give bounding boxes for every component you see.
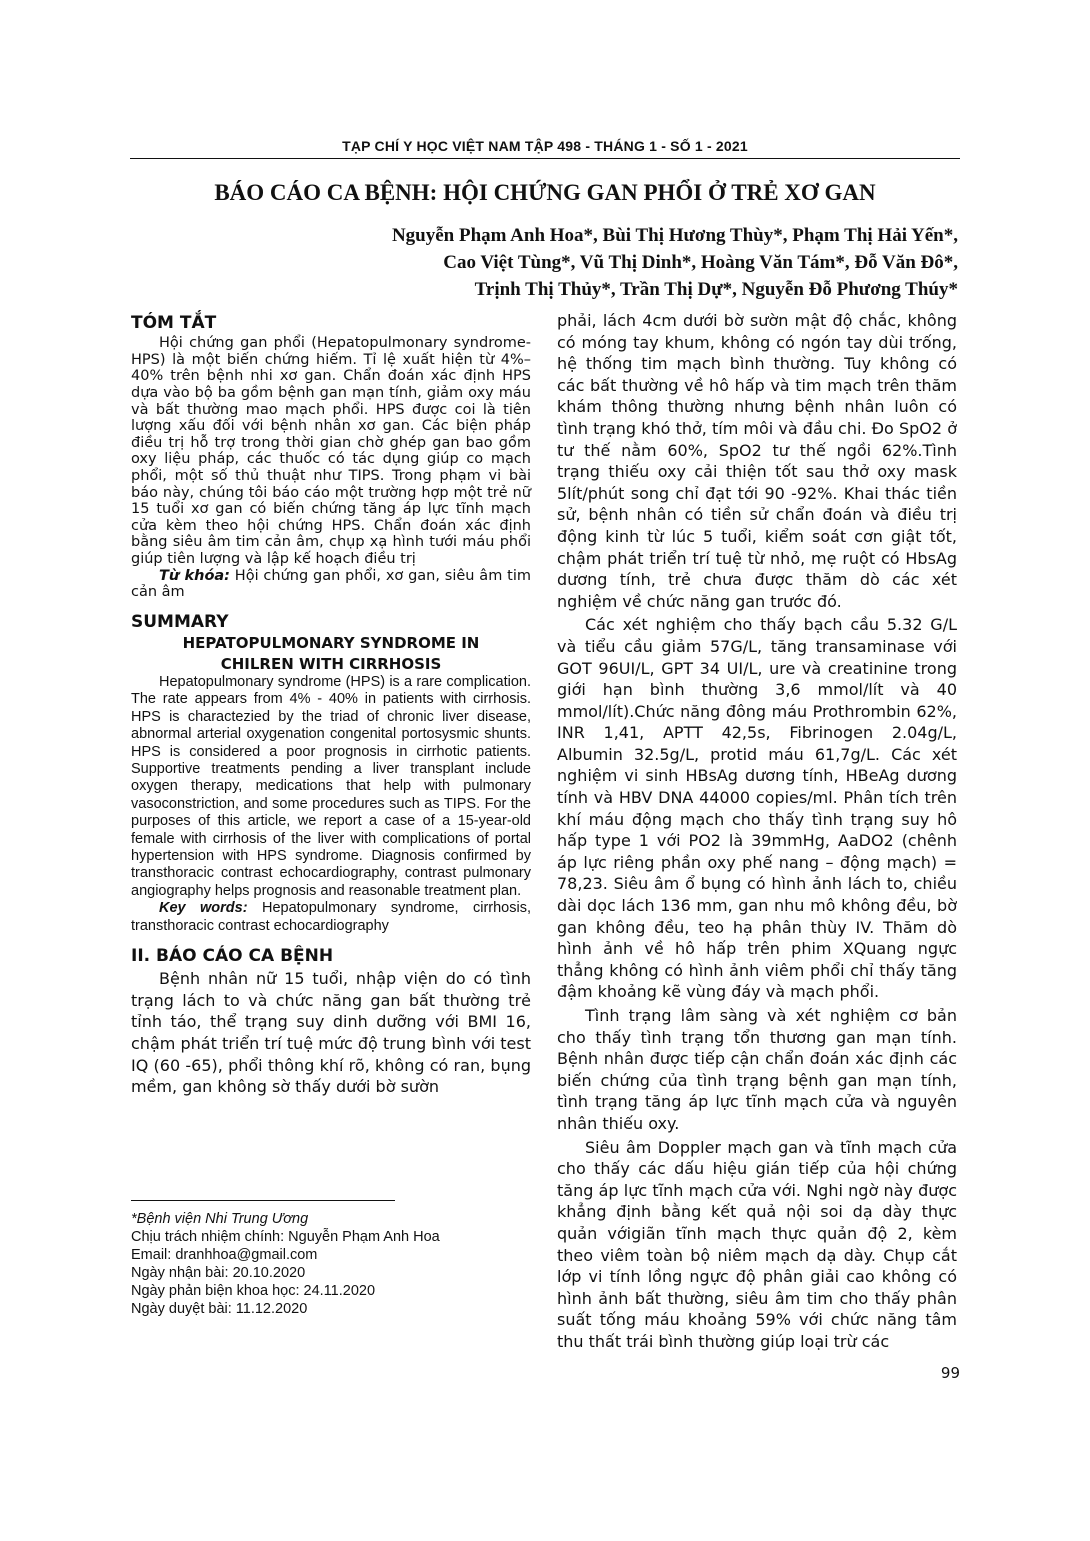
footnote-affiliation: *Bệnh viện Nhi Trung Ương: [131, 1211, 309, 1227]
case-report-paragraph: Siêu âm Doppler mạch gan và tĩnh mạch cửa cho thấy các dấu hiệu gián tiếp của hội chứng tăng áp lực tĩnh mạch cửa với. Nghi ngờ này được khẳng định bằng kết quả nội soi dạ dày thực quản vớigiãn tĩnh mạch thực quản độ 2, kèm theo viêm toàn bộ niêm mạch dạ dày. Chụp cắt lớp vi tính lồng ngực độ phân giải cao không có hình ảnh bất thường, siêu âm tim cho thấy phân suất tống máu khoảng 59% với chức năng tâm thu thất trái bình thường giúp loại trừ các: [557, 1137, 957, 1351]
summary-keywords: [131, 900, 531, 935]
case-report-paragraph: Bệnh nhân nữ 15 tuổi, nhập viện do có tình trạng lách to và chức năng gan bất thường trẻ tỉnh táo, thể trạng suy dinh dưỡng với BMI 16, chậm phát triển trí tuệ mức độ trung bình với test IQ (60 -65), phổi thông khí rõ, không có ran, bụng mềm, gan không sờ thấy dưới bờ sườn: [131, 969, 531, 1097]
page-number: 99: [940, 1364, 960, 1382]
summary-text: Hepatopulmonary syndrome (HPS) is a rare complication. The rate appears from 4% - 40% in patients with cirrhosis. HPS is charactezied by the triad of chronic liver disease, abnormal arterial oxygenation congenital portosysmic shunts. HPS is considered a poor prognosis in cirrhotic patients. Supportive treatments pending a liver transplant include oxygen therapy, medications that help with pulmonary vasoconstriction, and some procedures such as TIPS. For the purposes of this article, we report a case of a 15-year-old female with cirrhosis of the liver with complications of portal hypertension with HPS syndrome. Diagnosis confirmed by transthoracic contrast echocardiography, contrast pulmonary angiography helps prognosis and reasonable treatment plan.: [131, 673, 531, 899]
keywords-text: Hội chứng gan phổi, xơ gan, siêu âm tim cản âm: [131, 567, 531, 601]
right-column: [557, 310, 957, 1355]
case-report-paragraph: Các xét nghiệm cho thấy bạch cầu 5.32 G/L và tiểu cầu giảm 57G/L, tăng transaminase với GOT 96UI/L, GPT 34 UI/L, ure và creatinine trong giới hạn bình thường 3,6 mmol/lít và 40 mmol/lít).Chức năng đông máu Prothrombin 62%, INR 1,41, APTT 42,5s, Fibrinogen 2.04g/L, Albumin 32.5g/L, protid máu 61,7g/L. Các xét nghiệm vi sinh HBsAg dương tính, HBeAg dương tính và HBV DNA 44000 copies/ml. Phân tích trên khí máu động mạch cho thấy tình trạng suy hô hấp type 1 với PO2 là 39mmHg, AaDO2 (chênh áp lực riêng phần oxy phế nang – động mạch) = 78,23. Siêu âm ổ bụng có hình ảnh lách to, chiều dài dọc lách 136 mm, gan nhu mô không đều, bờ gan không đều, teo hạ phân thùy IV. Thăm dò hình ảnh về hô hấp trên phim XQuang ngực thẳng không có hình ảnh viêm phổi chỉ thấy tăng đậm khoảng kẽ vùng đáy và mạch phổi.: [557, 615, 957, 1002]
summary-heading: SUMMARY: [131, 611, 229, 632]
abstract-keywords: [131, 568, 531, 601]
case-report-paragraph: phải, lách 4cm dưới bờ sườn mật độ chắc, không có móng tay khum, không có ngón tay dùi trống, hệ thống tim mạch bình thường. Tuy không có các bất thường về hô hấp và tim mạch trên thăm khám thông thường nhưng bệnh nhân luôn có tình trạng khó thở, tím môi và đầu chi. Đo SpO2 ở tư thế nằm 60%, SpO2 tư thế ngồi 62%.Tình trạng thiếu oxy cải thiện tốt sau thở oxy mask 5lít/phút song chỉ đạt tới 90 -92%. Khai thác tiền sử, bệnh nhân có tiền sử chẩn đoán và điều trị động kinh từ lúc 5 tuổi, kiểm soát cơn giật tốt, chậm phát triển trí tuệ từ nhỏ, mẹ ruột có HbsAg dương tính, trẻ chưa được thăm dò các xét nghiệm về chức năng gan trước đó.: [557, 311, 957, 611]
keywords-label: Key words:: [159, 900, 248, 917]
footnotes: [131, 1210, 531, 1318]
left-column: [131, 310, 531, 1098]
journal-header: TẠP CHÍ Y HỌC VIỆT NAM TẬP 498 - THÁNG 1 - SỐ 1 - 2021: [342, 138, 748, 154]
summary-title-line: HEPATOPULMONARY SYNDROME IN: [182, 633, 480, 652]
footnote-rule: [131, 1200, 395, 1201]
case-report-heading: II. BÁO CÁO CA BỆNH: [131, 946, 334, 966]
header-rule: [130, 158, 960, 159]
abstract-heading: TÓM TẮT: [131, 313, 217, 333]
summary-title-line: CHILREN WITH CIRRHOSIS: [220, 654, 442, 673]
author-line: Trịnh Thị Thủy*, Trần Thị Dự*, Nguyễn Đỗ Phương Thúy*: [474, 279, 958, 300]
footnote-approved: Ngày duyệt bài: 11.12.2020: [131, 1301, 308, 1317]
footnote-received: Ngày nhận bài: 20.10.2020: [131, 1265, 306, 1281]
abstract-text: Hội chứng gan phổi (Hepatopulmonary syndrome-HPS) là một biến chứng hiếm. Tỉ lệ xuất hiện từ 4%–40% trên bệnh nhi xơ gan. Chẩn đoán xác định HPS dựa vào bộ ba gồm bệnh gan mạn tính, giảm oxy máu và bất thường mao mạch phổi. HPS được coi là tiên lượng xấu đối với bệnh nhân xơ gan. Các biện pháp điều trị hỗ trợ trong thời gian chờ ghép gan bao gồm oxy liệu pháp, các thuốc có tác dụng giúp co mạch phổi, một số thủ thuật như TIPS. Trong phạm vi bài báo này, chúng tôi báo cáo một trường hợp một trẻ nữ 15 tuổi xơ gan có biến chứng tăng áp lực tĩnh mạch cửa kèm theo hội chứng HPS. Chẩn đoán xác định bằng siêu âm tim cản âm, chụp xạ hình tưới máu phổi giúp tiên lượng và lập kế hoạch điều trị: [131, 335, 531, 567]
footnote-email: Email: dranhhoa@gmail.com: [131, 1247, 318, 1263]
author-line: Cao Việt Tùng*, Vũ Thị Dinh*, Hoàng Văn Tám*, Đỗ Văn Đô*,: [443, 252, 958, 273]
keywords-label: Từ khóa:: [159, 567, 230, 584]
footnote-responsible: Chịu trách nhiệm chính: Nguyễn Phạm Anh Hoa: [131, 1229, 440, 1245]
author-line: Nguyễn Phạm Anh Hoa*, Bùi Thị Hương Thùy*, Phạm Thị Hải Yến*,: [391, 225, 958, 246]
keywords-text: Hepatopulmonary syndrome, cirrhosis, transthoracic contrast echocardiography: [131, 900, 531, 934]
article-title: BÁO CÁO CA BỆNH: HỘI CHỨNG GAN PHỔI Ở TRẺ XƠ GAN: [214, 180, 876, 205]
case-report-paragraph: Tình trạng lâm sàng và xét nghiệm cơ bản cho thấy tình trạng tổn thương gan mạn tính. Bệnh nhân được tiếp cận chẩn đoán xác định các biến chứng của tình trạng bệnh gan mạn tính, tình trạng tăng áp lực tĩnh mạch cửa và nguyên nhân thiếu oxy.: [557, 1006, 957, 1133]
author-list: [198, 222, 958, 303]
footnote-reviewed: Ngày phản biện khoa học: 24.11.2020: [131, 1283, 376, 1299]
